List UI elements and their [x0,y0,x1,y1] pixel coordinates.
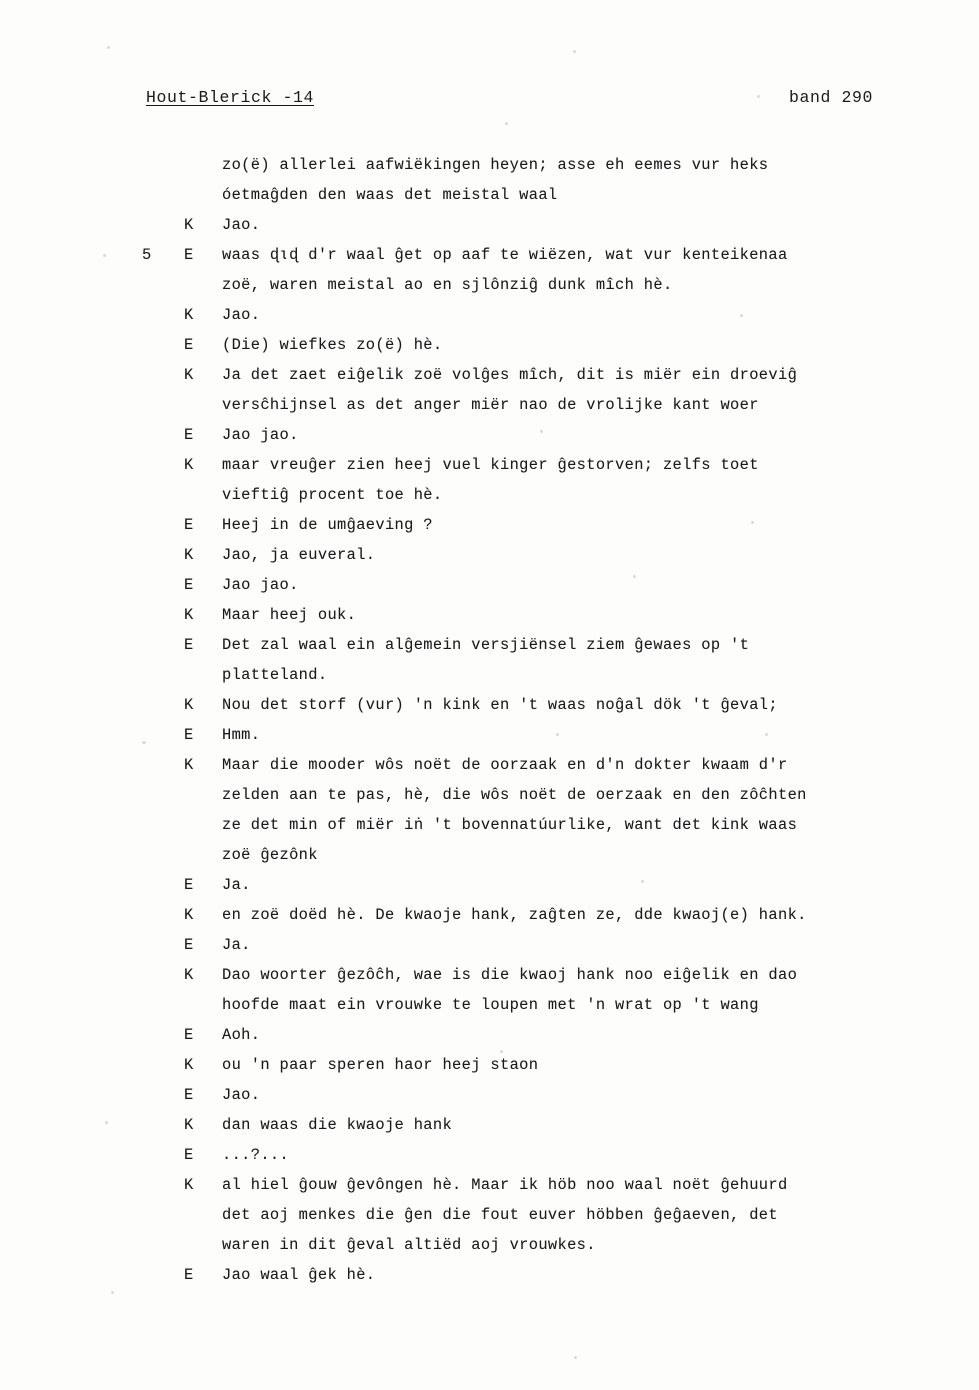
speckle [103,254,106,257]
line-text: zoë ĝezônk [222,846,318,864]
line-text: Dao woorter ĝezôĉh, wae is die kwaoj hank noo eiĝelik en dao [222,966,798,984]
speaker-label: E [184,1086,194,1104]
speaker-label: K [184,906,194,924]
transcript-line [184,540,899,570]
transcript-line [184,630,899,660]
speaker-label: E [184,246,194,264]
transcript-line [200,390,899,420]
transcript-line [184,1080,899,1110]
speaker-label: K [184,606,194,624]
speckle [111,1291,114,1294]
transcript-line [200,1230,899,1260]
speaker-label: E [184,876,194,894]
line-text: zelden aan te pas, hè, die wôs noët de oerzaak en den zôĉhten [222,786,807,804]
speaker-label: K [184,696,194,714]
speaker-label: K [184,966,194,984]
transcript-line [184,1020,899,1050]
speaker-label: E [184,1026,194,1044]
transcript-line [200,840,899,870]
line-text: ze det min of miër iṅ 't bovennatúurlike, want det kink waas [222,816,798,834]
line-text: versĉhijnsel as det anger miër nao de vrolijke kant woer [222,396,759,414]
line-number: 5 [142,246,152,264]
transcript-line [184,420,899,450]
line-text: Aoh. [222,1026,261,1044]
speaker-label: E [184,1266,194,1284]
line-text: Hmm. [222,726,261,744]
line-text: platteland. [222,666,328,684]
line-text: dan waas die kwaoje hank [222,1116,453,1134]
transcript-line [184,510,899,540]
transcript-line [184,360,899,390]
line-text: maar vreuĝer zien heej vuel kinger ĝestorven; zelfs toet [222,456,759,474]
speaker-label: K [184,546,194,564]
line-text: ...?... [222,1146,290,1164]
line-text: al hiel ĝouw ĝevôngen hè. Maar ik höb noo waal noët ĝehuurd [222,1176,788,1194]
transcript-line [200,150,899,180]
line-text: Jao waal ĝek hè. [222,1266,376,1284]
line-text: óetmaĝden den waas det meistal waal [222,186,558,204]
transcript-line [184,210,899,240]
line-text: zoë, waren meistal ao en sjlônziĝ dunk mîch hè. [222,276,673,294]
speaker-label: E [184,936,194,954]
line-text: Maar heej ouk. [222,606,357,624]
speckle [505,122,508,125]
speaker-label: K [184,216,194,234]
transcript-line [184,450,899,480]
line-text: Jao, ja euveral. [222,546,376,564]
line-text: Ja. [222,936,251,954]
band-number: band 290 [788,88,873,107]
line-text: ou 'n paar speren haor heej staon [222,1056,539,1074]
transcript-line [200,270,899,300]
transcript-line [184,1050,899,1080]
speaker-label: K [184,1116,194,1134]
transcript-line [184,690,899,720]
transcript-line [200,780,899,810]
transcript-line [184,960,899,990]
transcript-line [184,570,899,600]
transcript-line [184,600,899,630]
speaker-label: K [184,1056,194,1074]
line-text: (Die) wiefkes zo(ë) hè. [222,336,443,354]
transcript-line [184,330,899,360]
transcript-line [184,930,899,960]
line-text: waas ɖɩɖ d'r waal ĝet op aaf te wiëzen, wat vur kenteikenaa [222,246,788,264]
speaker-label: K [184,456,194,474]
transcript-line [200,480,899,510]
speaker-label: E [184,726,194,744]
line-text: Jao jao. [222,426,299,444]
document-id: Hout-Blerick -14 [146,88,315,107]
transcript-line [200,810,899,840]
speaker-label: E [184,576,194,594]
line-text: hoofde maat ein vrouwke te loupen met 'n wrat op 't wang [222,996,759,1014]
line-text: Jao jao. [222,576,299,594]
speaker-label: E [184,516,194,534]
speckle [142,741,146,744]
page-header [146,88,873,107]
speaker-label: E [184,426,194,444]
speckle [573,50,576,53]
speaker-label: K [184,1176,194,1194]
transcript-line [200,660,899,690]
line-text: Ja det zaet eiĝelik zoë volĝes mîch, dit is miër ein droeviĝ [222,366,798,384]
line-text: Jao. [222,216,261,234]
speaker-label: K [184,756,194,774]
speaker-label: E [184,636,194,654]
speckle [107,46,110,49]
transcript-line [184,750,899,780]
transcript-line [184,1260,899,1290]
line-text: Ja. [222,876,251,894]
line-text: en zoë doëd hè. De kwaoje hank, zaĝten ze, dde kwaoj(e) hank. [222,906,807,924]
transcript-line [184,300,899,330]
transcript-line [200,1200,899,1230]
transcript-line [184,1170,899,1200]
line-text: det aoj menkes die ĝen die fout euver höbben ĝeĝaeven, det [222,1206,778,1224]
speaker-label: K [184,366,194,384]
line-text: Heej in de umĝaeving ? [222,516,433,534]
line-text: Det zal waal ein alĝemein versjiënsel ziem ĝewaes op 't [222,636,750,654]
line-text: Nou det storf (vur) 'n kink en 't waas noĝal dök 't ĝeval; [222,696,778,714]
transcript-line [184,1140,899,1170]
transcript-line [184,720,899,750]
transcript-line [142,240,899,270]
transcript-line [184,900,899,930]
line-text: waren in dit ĝeval altiëd aoj vrouwkes. [222,1236,596,1254]
transcript-line [200,180,899,210]
line-text: Maar die mooder wôs noët de oorzaak en d'n dokter kwaam d'r [222,756,788,774]
line-text: Jao. [222,1086,261,1104]
speaker-label: E [184,336,194,354]
line-text: zo(ë) allerlei aafwiëkingen heyen; asse eh eemes vur heks [222,156,769,174]
line-text: Jao. [222,306,261,324]
transcript-line [184,870,899,900]
speaker-label: K [184,306,194,324]
speaker-label: E [184,1146,194,1164]
line-text: vieftiĝ procent toe hè. [222,486,443,504]
speckle [105,1121,108,1124]
speckle [574,1356,577,1359]
transcript-body [142,150,899,1290]
transcript-line [184,1110,899,1140]
transcript-line [200,990,899,1020]
